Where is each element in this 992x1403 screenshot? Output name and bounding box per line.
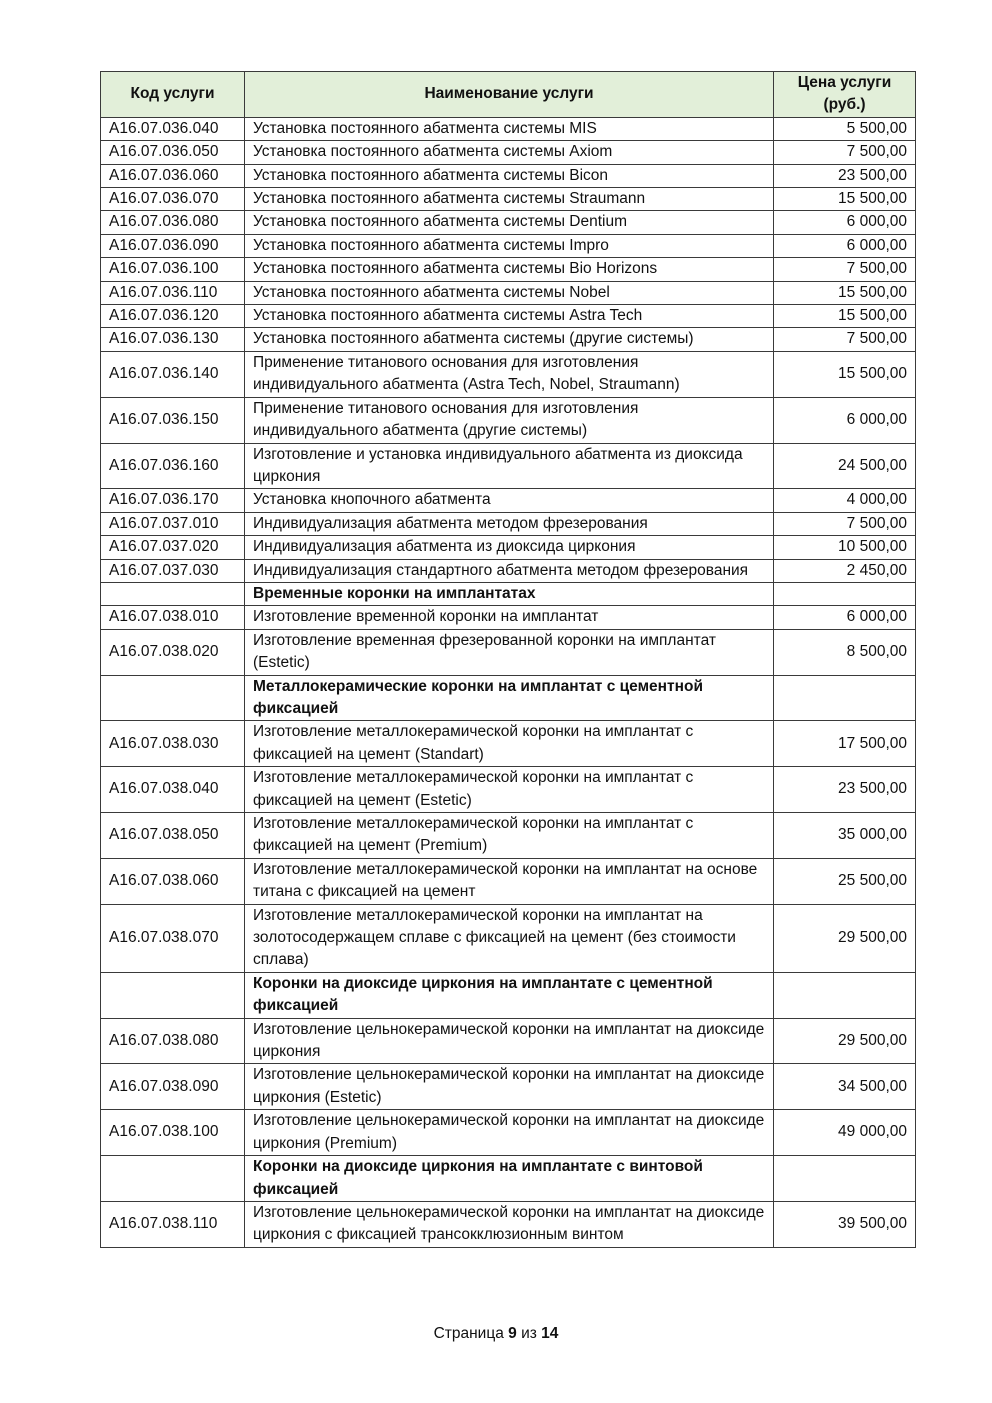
service-code-cell: А16.07.038.080: [101, 1018, 245, 1064]
service-name-cell: Временные коронки на имплантатах: [245, 582, 774, 605]
header-name: Наименование услуги: [245, 72, 774, 118]
service-name-cell: Коронки на диоксиде циркония на имплантате с винтовой фиксацией: [245, 1156, 774, 1202]
section-header-row: [101, 972, 916, 1018]
service-price-cell: 6 000,00: [774, 234, 916, 257]
service-name-cell: Установка постоянного абатмента системы Bio Horizons: [245, 258, 774, 281]
service-price-cell: 29 500,00: [774, 904, 916, 972]
table-row: [101, 164, 916, 187]
service-name-cell: Изготовление цельнокерамической коронки на имплантат на диоксиде циркония: [245, 1018, 774, 1064]
service-name-cell: Индивидуализация абатмента из диоксида циркония: [245, 536, 774, 559]
table-row: [101, 858, 916, 904]
service-price-cell: 7 500,00: [774, 512, 916, 535]
service-name-cell: Установка постоянного абатмента системы (другие системы): [245, 328, 774, 351]
service-price-cell: 5 500,00: [774, 117, 916, 140]
service-price-cell: 7 500,00: [774, 258, 916, 281]
service-name-cell: Изготовление металлокерамической коронки на имплантат на основе титана с фиксацией на цемент: [245, 858, 774, 904]
service-code-cell: А16.07.036.070: [101, 188, 245, 211]
table-row: [101, 904, 916, 972]
service-price-cell: 15 500,00: [774, 188, 916, 211]
table-body: [101, 117, 916, 1247]
table-row: [101, 234, 916, 257]
table-row: [101, 629, 916, 675]
service-price-cell: 23 500,00: [774, 164, 916, 187]
service-price-cell: 4 000,00: [774, 489, 916, 512]
service-code-cell: А16.07.038.010: [101, 606, 245, 629]
table-row: [101, 351, 916, 397]
total-pages-number: 14: [541, 1325, 559, 1342]
page-label: Страница: [433, 1325, 504, 1342]
section-header-row: [101, 582, 916, 605]
service-price-cell: 15 500,00: [774, 281, 916, 304]
service-code-cell: А16.07.036.100: [101, 258, 245, 281]
service-code-cell: А16.07.038.040: [101, 767, 245, 813]
table-row: [101, 767, 916, 813]
service-name-cell: Изготовление металлокерамической коронки на имплантат с фиксацией на цемент (Estetic): [245, 767, 774, 813]
service-code-cell: А16.07.037.010: [101, 512, 245, 535]
table-row: [101, 813, 916, 859]
service-price-cell: [774, 582, 916, 605]
service-code-cell: А16.07.036.040: [101, 117, 245, 140]
header-code: Код услуги: [101, 72, 245, 118]
service-price-cell: 8 500,00: [774, 629, 916, 675]
service-name-cell: Установка постоянного абатмента системы Straumann: [245, 188, 774, 211]
service-name-cell: Индивидуализация стандартного абатмента методом фрезерования: [245, 559, 774, 582]
service-code-cell: А16.07.037.030: [101, 559, 245, 582]
service-price-cell: 6 000,00: [774, 211, 916, 234]
service-name-cell: Установка постоянного абатмента системы Nobel: [245, 281, 774, 304]
table-row: [101, 489, 916, 512]
service-name-cell: Изготовление металлокерамической коронки на имплантат на золотосодержащем сплаве с фиксацией на цемент (без стоимости сплава): [245, 904, 774, 972]
service-code-cell: А16.07.038.060: [101, 858, 245, 904]
service-price-cell: 2 450,00: [774, 559, 916, 582]
table-row: [101, 141, 916, 164]
service-code-cell: [101, 582, 245, 605]
service-price-cell: 49 000,00: [774, 1110, 916, 1156]
table-row: [101, 606, 916, 629]
service-price-cell: 7 500,00: [774, 328, 916, 351]
service-name-cell: Изготовление металлокерамической коронки на имплантат с фиксацией на цемент (Premium): [245, 813, 774, 859]
service-name-cell: Установка постоянного абатмента системы Impro: [245, 234, 774, 257]
table-row: [101, 281, 916, 304]
service-code-cell: А16.07.038.090: [101, 1064, 245, 1110]
service-name-cell: Установка постоянного абатмента системы Bicon: [245, 164, 774, 187]
service-name-cell: Изготовление и установка индивидуального абатмента из диоксида циркония: [245, 443, 774, 489]
table-header-row: [101, 72, 916, 118]
service-name-cell: Применение титанового основания для изготовления индивидуального абатмента (Astra Tech, Nobel, Straumann): [245, 351, 774, 397]
table-row: [101, 1110, 916, 1156]
service-code-cell: А16.07.038.070: [101, 904, 245, 972]
service-name-cell: Установка постоянного абатмента системы Astra Tech: [245, 305, 774, 328]
service-price-cell: 23 500,00: [774, 767, 916, 813]
service-code-cell: А16.07.038.030: [101, 721, 245, 767]
service-name-cell: Изготовление металлокерамической коронки на имплантат с фиксацией на цемент (Standart): [245, 721, 774, 767]
service-name-cell: Установка постоянного абатмента системы Dentium: [245, 211, 774, 234]
table-row: [101, 258, 916, 281]
service-name-cell: Изготовление временная фрезерованной коронки на имплантат (Estetic): [245, 629, 774, 675]
service-price-cell: 15 500,00: [774, 351, 916, 397]
service-name-cell: Изготовление цельнокерамической коронки на имплантат на диоксиде циркония (Estetic): [245, 1064, 774, 1110]
table-row: [101, 536, 916, 559]
service-name-cell: Установка постоянного абатмента системы MIS: [245, 117, 774, 140]
service-code-cell: А16.07.036.080: [101, 211, 245, 234]
service-price-cell: 7 500,00: [774, 141, 916, 164]
service-name-cell: Установка постоянного абатмента системы Axiom: [245, 141, 774, 164]
table-row: [101, 397, 916, 443]
service-code-cell: А16.07.036.160: [101, 443, 245, 489]
service-name-cell: Индивидуализация абатмента методом фрезерования: [245, 512, 774, 535]
service-name-cell: Изготовление временной коронки на имплантат: [245, 606, 774, 629]
table-row: [101, 721, 916, 767]
service-price-cell: 24 500,00: [774, 443, 916, 489]
table-row: [101, 443, 916, 489]
service-name-cell: Коронки на диоксиде циркония на имплантате с цементной фиксацией: [245, 972, 774, 1018]
service-code-cell: [101, 972, 245, 1018]
service-price-cell: [774, 972, 916, 1018]
service-name-cell: Металлокерамические коронки на имплантат с цементной фиксацией: [245, 675, 774, 721]
table-row: [101, 211, 916, 234]
service-code-cell: А16.07.036.170: [101, 489, 245, 512]
service-price-cell: 35 000,00: [774, 813, 916, 859]
section-header-row: [101, 675, 916, 721]
service-code-cell: [101, 1156, 245, 1202]
service-code-cell: А16.07.036.060: [101, 164, 245, 187]
price-table: [100, 71, 916, 1248]
service-price-cell: 17 500,00: [774, 721, 916, 767]
table-row: [101, 1201, 916, 1247]
service-price-cell: 15 500,00: [774, 305, 916, 328]
service-code-cell: [101, 675, 245, 721]
service-code-cell: А16.07.038.020: [101, 629, 245, 675]
service-code-cell: А16.07.036.110: [101, 281, 245, 304]
page-footer: [0, 1325, 992, 1343]
table-row: [101, 328, 916, 351]
service-code-cell: А16.07.038.100: [101, 1110, 245, 1156]
service-price-cell: 25 500,00: [774, 858, 916, 904]
page-separator: из: [521, 1325, 537, 1342]
service-code-cell: А16.07.036.120: [101, 305, 245, 328]
table-row: [101, 188, 916, 211]
section-header-row: [101, 1156, 916, 1202]
table-row: [101, 305, 916, 328]
table-row: [101, 559, 916, 582]
service-name-cell: Изготовление цельнокерамической коронки на имплантат на диоксиде циркония (Premium): [245, 1110, 774, 1156]
service-code-cell: А16.07.036.090: [101, 234, 245, 257]
service-name-cell: Установка кнопочного абатмента: [245, 489, 774, 512]
service-code-cell: А16.07.036.150: [101, 397, 245, 443]
service-price-cell: 10 500,00: [774, 536, 916, 559]
service-code-cell: А16.07.036.130: [101, 328, 245, 351]
service-name-cell: Изготовление цельнокерамической коронки на имплантат на диоксиде циркония с фиксацией трансокклюзионным винтом: [245, 1201, 774, 1247]
service-code-cell: А16.07.036.140: [101, 351, 245, 397]
table-row: [101, 117, 916, 140]
table-row: [101, 1018, 916, 1064]
service-code-cell: А16.07.038.050: [101, 813, 245, 859]
current-page-number: 9: [508, 1325, 517, 1342]
service-code-cell: А16.07.038.110: [101, 1201, 245, 1247]
service-price-cell: [774, 1156, 916, 1202]
service-name-cell: Применение титанового основания для изготовления индивидуального абатмента (другие системы): [245, 397, 774, 443]
service-price-cell: 29 500,00: [774, 1018, 916, 1064]
service-code-cell: А16.07.036.050: [101, 141, 245, 164]
header-price: Цена услуги (руб.): [774, 72, 916, 118]
service-code-cell: А16.07.037.020: [101, 536, 245, 559]
table-row: [101, 512, 916, 535]
service-price-cell: 39 500,00: [774, 1201, 916, 1247]
service-price-cell: 34 500,00: [774, 1064, 916, 1110]
service-price-cell: 6 000,00: [774, 397, 916, 443]
table-row: [101, 1064, 916, 1110]
service-price-cell: 6 000,00: [774, 606, 916, 629]
service-price-cell: [774, 675, 916, 721]
